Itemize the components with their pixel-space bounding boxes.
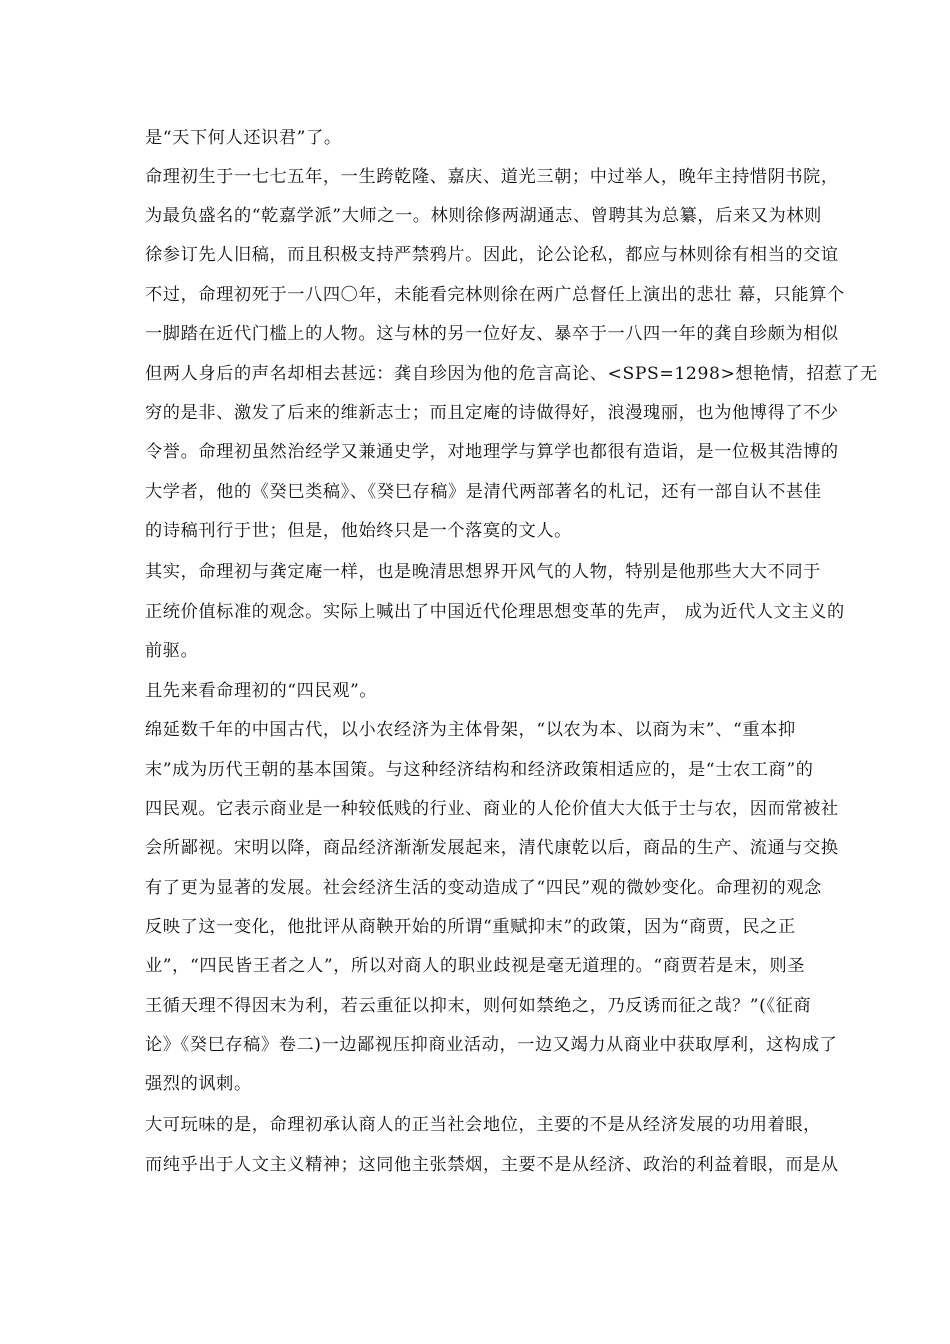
text-line: 反映了这一变化，他批评从商鞅开始的所谓“重赋抑末”的政策，因为“商贾，民之正 xyxy=(145,917,796,937)
text-line: 前驱。 xyxy=(145,641,199,661)
text-line: 穷的是非、激发了后来的维新志士；而且定庵的诗做得好，浪漫瑰丽，也为他博得了不少 xyxy=(145,403,839,423)
text-line: 大学者，他的《癸巳类稿》、《癸巳存稿》是清代两部著名的札记，还有一部自认不甚佳 xyxy=(145,482,822,502)
text-line: 为最负盛名的“乾嘉学派”大师之一。林则徐修两湖通志、曾聘其为总纂，后来又为林则 xyxy=(145,206,822,226)
text-line: 论》《癸巳存稿》卷二)一边鄙视压抑商业活动，一边又竭力从商业中获取厚利，这构成了 xyxy=(145,1035,838,1055)
text-line: 业”，“四民皆王者之人”，所以对商人的职业歧视是毫无道理的。“商贾若是末，则圣 xyxy=(145,956,806,976)
text-line: 且先来看命理初的“四民观”。 xyxy=(145,681,378,701)
text-line: 强烈的讽刺。 xyxy=(145,1074,252,1094)
text-line: 王循天理不得因末为利，若云重征以抑末，则何如禁绝之，乃反诱而征之哉？”(《征商 xyxy=(145,996,812,1016)
text-line: 有了更为显著的发展。社会经济生活的变动造成了“四民”观的微妙变化。命理初的观念 xyxy=(145,878,822,898)
text-line: 不过，命理初死于一八四〇年，未能看完林则徐在两广总督任上演出的悲壮 幕，只能算个 xyxy=(145,285,845,305)
text-line: 令誉。命理初虽然治经学又兼通史学，对地理学与算学也都很有造诣，是一位极其浩博的 xyxy=(145,442,839,462)
text-line: 末”成为历代王朝的基本国策。与这种经济结构和经济政策相适应的，是“士农工商”的 xyxy=(145,760,814,780)
text-line: 正统价值标准的观念。实际上喊出了中国近代伦理思想变革的先声， 成为近代人文主义的 xyxy=(145,602,845,622)
text-line: 徐参订先人旧稿，而且积极支持严禁鸦片。因此，论公论私，都应与林则徐有相当的交谊 xyxy=(145,245,839,265)
text-line: 四民观。它表示商业是一种较低贱的行业、商业的人伦价值大大低于士与农，因而常被社 xyxy=(145,799,839,819)
text-line: 绵延数千年的中国古代，以小农经济为主体骨架，“以农为本、以商为末”、“重本抑 xyxy=(145,720,796,740)
text-line: 是“天下何人还识君”了。 xyxy=(145,128,342,148)
text-line: 其实，命理初与龚定庵一样，也是晚清思想界开风气的人物，特别是他那些大大不同于 xyxy=(145,562,821,582)
text-line: 命理初生于一七七五年，一生跨乾隆、嘉庆、道光三朝；中过举人，晚年主持惜阴书院， xyxy=(145,167,839,187)
text-line: 而纯乎出于人文主义精神；这同他主张禁烟，主要不是从经济、政治的利益着眼，而是从 xyxy=(145,1155,839,1175)
text-line: 会所鄙视。宋明以降，商品经济渐渐发展起来，清代康乾以后，商品的生产、流通与交换 xyxy=(145,838,839,858)
text-line: 一脚踏在近代门槛上的人物。这与林的另一位好友、暴卒于一八四一年的龚自珍颇为相似 xyxy=(145,324,839,344)
text-line: 的诗稿刊行于世；但是，他始终只是一个落寞的文人。 xyxy=(145,521,572,541)
text-line: 大可玩味的是，命理初承认商人的正当社会地位，主要的不是从经济发展的功用着眼， xyxy=(145,1115,821,1135)
text-line: 但两人身后的声名却相去甚远：龚自珍因为他的危言高论、<SPS=1298>想艳情，招惹了无 xyxy=(145,364,878,384)
